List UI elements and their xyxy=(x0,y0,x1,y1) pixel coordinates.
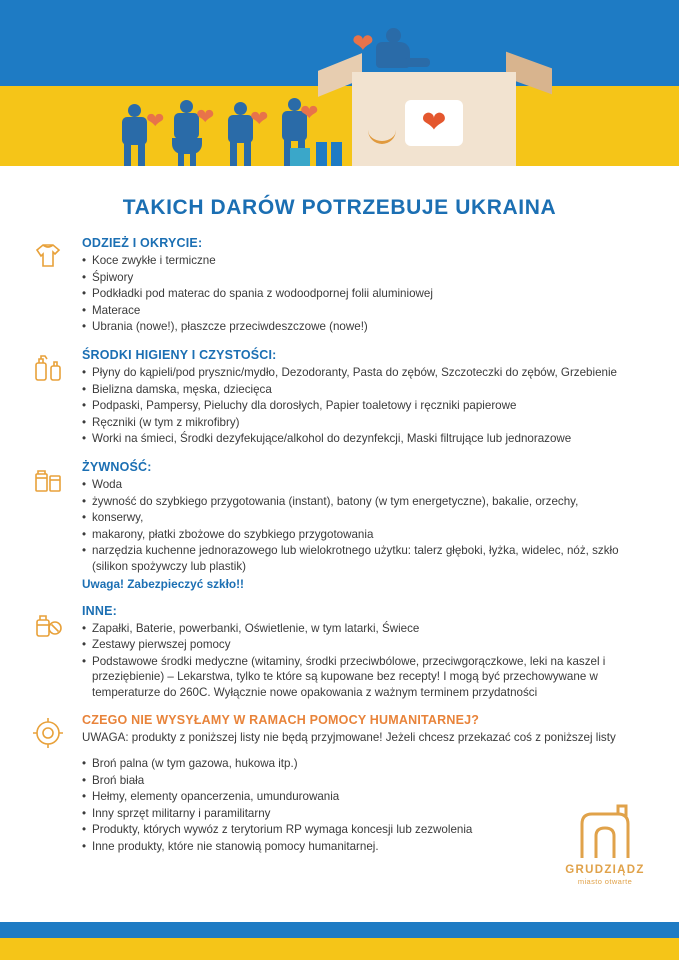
list-item: • Hełmy, elementy opancerzenia, umundurowania xyxy=(82,789,655,805)
soap-bottle-icon xyxy=(30,350,66,386)
list-item: • Podkładki pod materac do spania z wodoodpornej folii aluminiowej xyxy=(82,286,655,302)
section-other xyxy=(30,604,655,701)
warning-paragraph: UWAGA: produkty z poniższej listy nie będą przyjmowane! Jeżeli chcesz przekazać coś z poniższej listy xyxy=(82,731,616,745)
list-item: • konserwy, xyxy=(82,510,655,526)
tshirt-icon xyxy=(30,238,66,274)
medicine-icon xyxy=(30,606,66,642)
list-item: • Śpiwory xyxy=(82,270,655,286)
section-list xyxy=(82,253,655,335)
banner-white-strip xyxy=(0,166,679,176)
list-item: • makarony, płatki zbożowe do szybkiego przygotowania xyxy=(82,527,655,543)
list-item: • Broń palna (w tym gazowa, hukowa itp.) xyxy=(82,756,655,772)
header-illustration: ❤ ❤ ❤ ❤ ❤ ❤ xyxy=(0,0,679,176)
gift-box-icon xyxy=(316,142,342,166)
section-list xyxy=(82,621,655,701)
list-item: • Inny sprzęt militarny i paramilitarny xyxy=(82,806,655,822)
no-entry-target-icon xyxy=(30,715,66,751)
list-item: • Podstawowe środki medyczne (witaminy, środki przeciwbólowe, przeciwgorączkowe, leki na kaszel i przeziębienie) – Lekarstwa, tylko te które są kupowane bez recepty! I mogą być przechowywane w temperaturze do 260C. Wyłącznie nowe opakowania z ważnym terminem przydatności xyxy=(82,654,655,701)
list-item: • Broń biała xyxy=(82,773,655,789)
heart-icon xyxy=(405,100,463,146)
section-food xyxy=(30,460,655,591)
list-item: • Ręczniki (w tym z mikrofibry) xyxy=(82,415,655,431)
section-heading: ODZIEŻ I OKRYCIE: xyxy=(82,236,203,250)
list-item: • Ubrania (nowe!), płaszcze przeciwdeszczowe (nowe!) xyxy=(82,319,655,335)
footer-blue-band xyxy=(0,922,679,938)
section-heading: ŚRODKI HIGIENY I CZYSTOŚCI: xyxy=(82,347,277,362)
list-item: • narzędzia kuchenne jednorazowego lub wielokrotnego użytku: talerz głęboki, łyżka, widelec, nóż, szkło (silikon spożywczy lub plastik) xyxy=(82,543,655,574)
grudziadz-gate-icon xyxy=(574,802,636,860)
heart-glyph: ❤ xyxy=(421,106,447,139)
list-item: • Inne produkty, które nie stanowią pomocy humanitarnej. xyxy=(82,839,655,855)
section-list xyxy=(82,477,655,575)
list-item: • Koce zwykłe i termiczne xyxy=(82,253,655,269)
list-item: • Płyny do kąpieli/pod prysznic/mydło, Dezodoranty, Pasta do zębów, Szczoteczki do zębów, Grzebienie xyxy=(82,365,655,381)
list-item: • Worki na śmieci, Środki dezyfekujące/alkohol do dezynfekcji, Maski filtrujące lub jednorazowe xyxy=(82,431,655,447)
section-list xyxy=(82,365,655,447)
section-hygiene xyxy=(30,348,655,447)
section-clothing xyxy=(30,236,655,335)
food-can-icon xyxy=(30,462,66,498)
list-item: • Materace xyxy=(82,303,655,319)
section-heading: INNE: xyxy=(82,603,118,618)
city-logo xyxy=(559,802,651,886)
logo-city-name: GRUDZIĄDZ xyxy=(565,864,645,876)
food-warning-note: Uwaga! Zabezpieczyć szkło!! xyxy=(82,576,244,591)
logo-tagline: miasto otwarte xyxy=(577,877,633,886)
section-heading: ŻYWNOŚĆ: xyxy=(82,459,152,474)
list-item: • żywność do szybkiego przygotowania (instant), batony (w tym energetyczne), bakalie, orzechy, xyxy=(82,494,655,510)
list-item: • Woda xyxy=(82,477,655,493)
list-item: • Zestawy pierwszej pomocy xyxy=(82,637,655,653)
footer-yellow-band xyxy=(0,938,679,960)
page-title: TAKICH DARÓW POTRZEBUJE UKRAINA xyxy=(122,196,557,219)
list-item: • Bielizna damska, męska, dziecięca xyxy=(82,382,655,398)
warning-heading: CZEGO NIE WYSYŁAMY W RAMACH POMOCY HUMANITARNEJ? xyxy=(82,713,480,728)
bucket-icon xyxy=(290,148,310,166)
content-area xyxy=(30,236,655,868)
list-item: • Produkty, których wywóz z terytorium RP wymaga koncesji lub zezwolenia xyxy=(82,822,655,838)
list-item: • Zapałki, Baterie, powerbanki, Oświetlenie, w tym latarki, Świece xyxy=(82,621,655,637)
list-item: • Podpaski, Pampersy, Pieluchy dla dorosłych, Papier toaletowy i ręczniki papierowe xyxy=(82,398,655,414)
